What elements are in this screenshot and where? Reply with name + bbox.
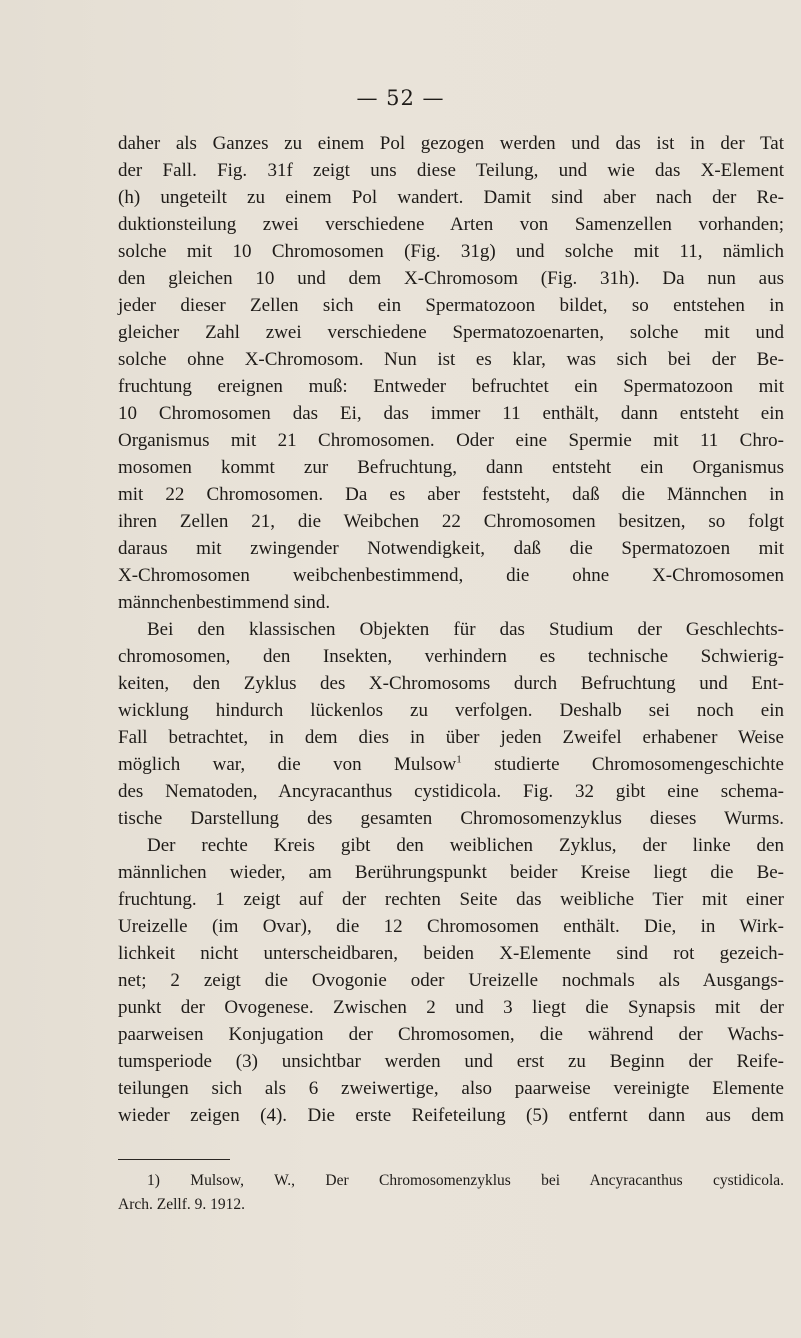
text-line: teilungen sich als 6 zweiwertige, also paarweise vereinigte Elemente — [118, 1078, 784, 1099]
text-line: fruchtung. 1 zeigt auf der rechten Seite das weibliche Tier mit einer — [118, 889, 784, 910]
text-line: fruchtung ereignen muß: Entweder befruchtet ein Spermatozoon mit — [118, 376, 784, 397]
text-line: punkt der Ovogenese. Zwischen 2 und 3 liegt die Synapsis mit der — [118, 997, 784, 1018]
text-line: paarweisen Konjugation der Chromosomen, die während der Wachs- — [118, 1024, 784, 1045]
text-line: jeder dieser Zellen sich ein Spermatozoon bildet, so entstehen in — [118, 295, 784, 316]
text-line: gleicher Zahl zwei verschiedene Spermatozoenarten, solche mit und — [118, 322, 784, 343]
text-line: männchenbestimmend sind. — [118, 592, 331, 613]
text-line: duktionsteilung zwei verschiedene Arten von Samenzellen vorhanden; — [118, 214, 784, 235]
text-line: X-Chromosomen weibchenbestimmend, die ohne X-Chromosomen — [118, 565, 784, 586]
text-line: keiten, den Zyklus des X-Chromosoms durch Befruchtung und Ent- — [118, 673, 784, 694]
footnote-marker: 1 — [456, 753, 462, 766]
footnote-line: 1) Mulsow, W., Der Chromosomenzyklus bei Ancyracanthus cystidicola. — [147, 1172, 784, 1189]
text-line: wicklung hindurch lückenlos zu verfolgen. Deshalb sei noch ein — [118, 700, 784, 721]
text-line: tumsperiode (3) unsichtbar werden und erst zu Beginn der Reife- — [118, 1051, 784, 1072]
text-line: männlichen wieder, am Berührungspunkt beider Kreise liegt die Be- — [118, 862, 784, 883]
text-line: (h) ungeteilt zu einem Pol wandert. Damit sind aber nach der Re- — [118, 187, 784, 208]
text-line: chromosomen, den Insekten, verhindern es technische Schwierig- — [118, 646, 784, 667]
text-line: Organismus mit 21 Chromosomen. Oder eine Spermie mit 11 Chro- — [118, 430, 784, 451]
text-line-with-footnote — [118, 751, 784, 779]
text-line: ihren Zellen 21, die Weibchen 22 Chromosomen besitzen, so folgt — [118, 511, 784, 532]
text-line: tische Darstellung des gesamten Chromosomenzyklus dieses Wurms. — [118, 808, 784, 829]
text-line: 10 Chromosomen das Ei, das immer 11 enthält, dann entsteht ein — [118, 403, 784, 424]
text-line: wieder zeigen (4). Die erste Reifeteilung (5) entfernt dann aus dem — [118, 1105, 784, 1126]
text-line: solche ohne X-Chromosom. Nun ist es klar, was sich bei der Be- — [118, 349, 784, 370]
text-line: der Fall. Fig. 31f zeigt uns diese Teilung, und wie das X-Element — [118, 160, 784, 181]
text-line-tail: studierte Chromosomengeschichte — [461, 754, 784, 775]
text-line: Ureizelle (im Ovar), die 12 Chromosomen enthält. Die, in Wirk- — [118, 916, 784, 937]
text-line: den gleichen 10 und dem X-Chromosom (Fig. 31h). Da nun aus — [118, 268, 784, 289]
text-line: solche mit 10 Chromosomen (Fig. 31g) und solche mit 11, nämlich — [118, 241, 784, 262]
text-line: Bei den klassischen Objekten für das Studium der Geschlechts- — [147, 619, 784, 640]
text-line: daraus mit zwingender Notwendigkeit, daß die Spermatozoen mit — [118, 538, 784, 559]
text-line: lichkeit nicht unterscheidbaren, beiden X-Elemente sind rot gezeich- — [118, 943, 784, 964]
text-line: mosomen kommt zur Befruchtung, dann entsteht ein Organismus — [118, 457, 784, 478]
page-number: — 52 — — [356, 86, 445, 110]
text-line: Der rechte Kreis gibt den weiblichen Zyklus, der linke den — [147, 835, 784, 856]
text-line: des Nematoden, Ancyracanthus cystidicola. Fig. 32 gibt eine schema- — [118, 781, 784, 802]
text-line: net; 2 zeigt die Ovogonie oder Ureizelle nochmals als Ausgangs- — [118, 970, 784, 991]
text-line: mit 22 Chromosomen. Da es aber feststeht, daß die Männchen in — [118, 484, 784, 505]
text-line-head: möglich war, die von Mulsow — [118, 754, 457, 775]
text-line: daher als Ganzes zu einem Pol gezogen werden und das ist in der Tat — [118, 133, 784, 154]
text-line: Fall betrachtet, in dem dies in über jeden Zweifel erhabener Weise — [118, 727, 784, 748]
footnote-divider — [118, 1159, 230, 1160]
footnote-line: Arch. Zellf. 9. 1912. — [118, 1196, 245, 1213]
